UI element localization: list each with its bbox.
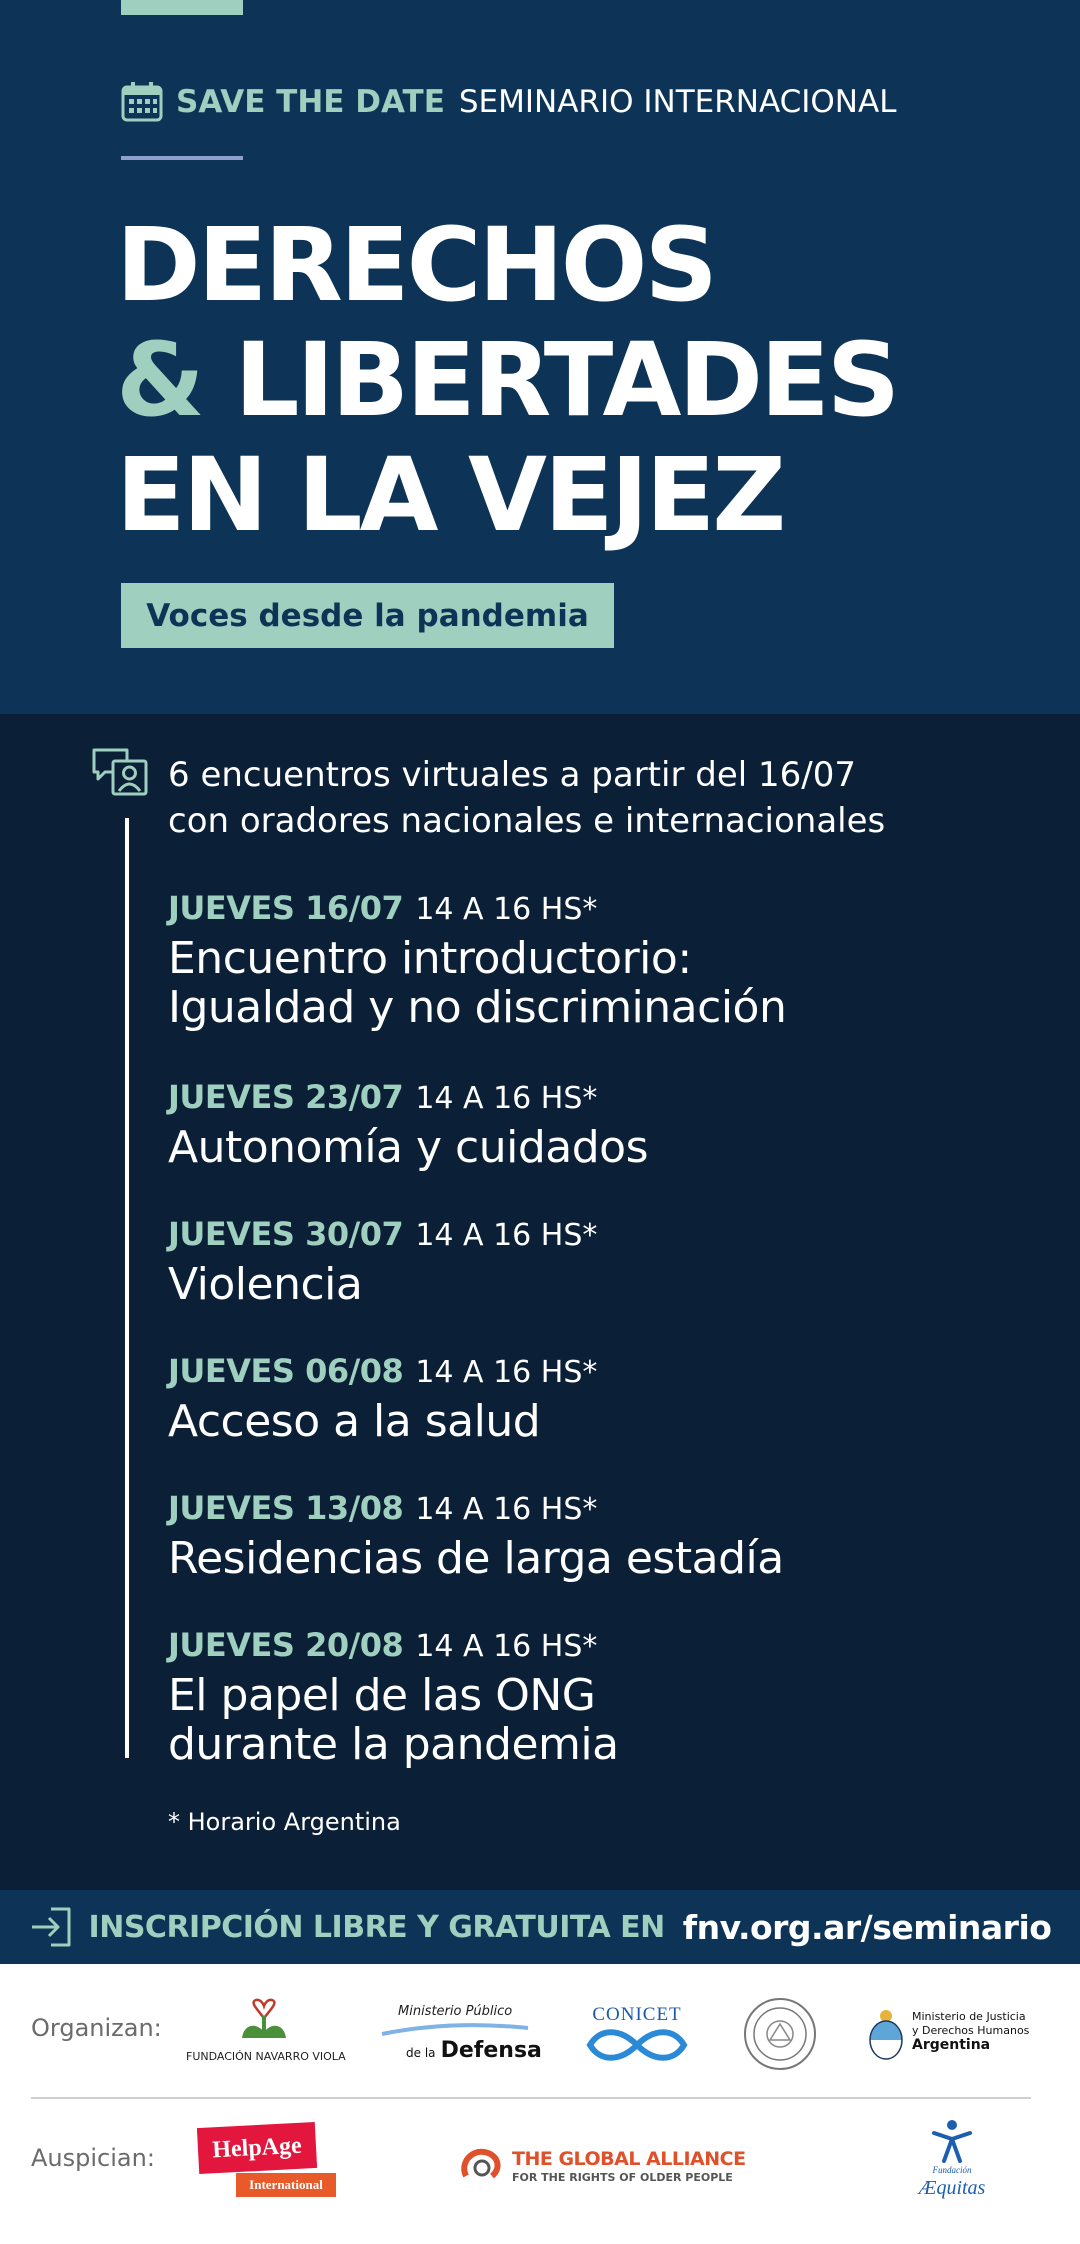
university-seal-icon bbox=[742, 1996, 818, 2072]
session-date: JUEVES 06/08 bbox=[168, 1352, 404, 1390]
helpage-main-text: HelpAge bbox=[197, 2122, 317, 2174]
conicet-infinity-icon bbox=[580, 2028, 694, 2062]
conicet-logo bbox=[580, 2004, 694, 2064]
defensa-small-text: de la bbox=[406, 2046, 436, 2060]
global-alliance-sub-text: FOR THE RIGHTS OF OLDER PEOPLE bbox=[512, 2171, 733, 2184]
registration-text: INSCRIPCIÓN LIBRE Y GRATUITA EN bbox=[88, 1909, 665, 1945]
session-item bbox=[168, 1351, 597, 1446]
page-title bbox=[116, 208, 897, 553]
timezone-footnote: * Horario Argentina bbox=[168, 1808, 401, 1836]
navarro-viola-logo bbox=[186, 1998, 346, 2066]
session-date: JUEVES 23/07 bbox=[168, 1078, 404, 1116]
session-topic: Residencias de larga estadía bbox=[168, 1533, 784, 1584]
save-the-date-label: SAVE THE DATE bbox=[176, 84, 445, 120]
session-header bbox=[168, 1625, 619, 1671]
title-line-2 bbox=[116, 323, 897, 438]
title-line-1: DERECHOS bbox=[116, 206, 715, 325]
session-item bbox=[168, 888, 786, 1032]
session-topic: Violencia bbox=[168, 1259, 363, 1310]
helpage-logo bbox=[198, 2125, 338, 2201]
defensa-big-text: Defensa bbox=[440, 2038, 542, 2063]
aequitas-figure-icon bbox=[930, 2119, 974, 2163]
session-header bbox=[168, 1351, 597, 1397]
session-item bbox=[168, 1077, 648, 1172]
session-time: 14 A 16 HS* bbox=[415, 1218, 598, 1253]
title-ampersand: & bbox=[116, 321, 202, 440]
global-alliance-swirl-icon bbox=[458, 2146, 506, 2186]
session-date: JUEVES 16/07 bbox=[168, 889, 404, 927]
session-header bbox=[168, 1488, 784, 1534]
session-item bbox=[168, 1625, 619, 1769]
logos-divider bbox=[31, 2097, 1031, 2099]
header-divider bbox=[121, 156, 243, 160]
session-time: 14 A 16 HS* bbox=[415, 1492, 598, 1527]
global-alliance-main-text: THE GLOBAL ALLIANCE bbox=[512, 2148, 746, 2170]
argentina-shield-icon bbox=[866, 2008, 906, 2060]
calendar-icon bbox=[121, 81, 163, 123]
intro-text bbox=[168, 752, 885, 844]
justicia-logo bbox=[866, 2004, 1030, 2066]
sign-in-icon bbox=[29, 1906, 73, 1948]
justicia-line-2: y Derechos Humanos bbox=[912, 2024, 1030, 2037]
registration-link[interactable]: fnv.org.ar/seminario bbox=[682, 1907, 1052, 1947]
title-line-3: EN LA VEJEZ bbox=[116, 436, 784, 555]
defensa-top-text: Ministerio Público bbox=[398, 2004, 513, 2019]
logos-section bbox=[0, 1964, 1080, 2244]
session-time: 14 A 16 HS* bbox=[415, 1355, 598, 1390]
aequitas-main-text: Æquitas bbox=[918, 2177, 986, 2199]
session-topic: Autonomía y cuidados bbox=[168, 1122, 648, 1173]
session-time: 14 A 16 HS* bbox=[415, 1629, 598, 1664]
session-topic: Acceso a la salud bbox=[168, 1396, 541, 1447]
aequitas-small-text: Fundación bbox=[932, 2165, 972, 2175]
timeline-line bbox=[125, 818, 129, 1758]
helpage-sub-text: International bbox=[236, 2173, 336, 2197]
session-time: 14 A 16 HS* bbox=[415, 892, 598, 927]
virtual-meeting-icon bbox=[91, 747, 149, 797]
session-date: JUEVES 20/08 bbox=[168, 1626, 404, 1664]
session-topic-line-2: durante la pandemia bbox=[168, 1719, 619, 1770]
justicia-line-1: Ministerio de Justicia bbox=[912, 2010, 1026, 2023]
registration-bar bbox=[0, 1890, 1080, 1964]
defensa-swoosh-icon bbox=[380, 2022, 530, 2038]
title-line-2-text: LIBERTADES bbox=[234, 321, 898, 440]
organizers-label: Organizan: bbox=[31, 2014, 162, 2042]
session-time: 14 A 16 HS* bbox=[415, 1081, 598, 1116]
session-topic: El papel de las ONG bbox=[168, 1670, 596, 1721]
session-header bbox=[168, 1077, 648, 1123]
session-topic-line-2: Igualdad y no discriminación bbox=[168, 982, 787, 1033]
defensa-logo bbox=[380, 2004, 542, 2066]
event-type-label: SEMINARIO INTERNACIONAL bbox=[458, 84, 897, 120]
session-header bbox=[168, 888, 786, 934]
justicia-text bbox=[912, 2010, 1029, 2052]
intro-line-2: con oradores nacionales e internacionales bbox=[168, 801, 886, 841]
navarro-viola-name: FUNDACIÓN NAVARRO VIOLA bbox=[186, 2050, 346, 2063]
sponsors-label: Auspician: bbox=[31, 2144, 155, 2172]
header-accent-bar bbox=[121, 0, 243, 15]
intro-line-1: 6 encuentros virtuales a partir del 16/07 bbox=[168, 755, 856, 795]
session-date: JUEVES 30/07 bbox=[168, 1215, 404, 1253]
session-item bbox=[168, 1488, 784, 1583]
session-date: JUEVES 13/08 bbox=[168, 1489, 404, 1527]
save-the-date-row bbox=[121, 76, 896, 128]
global-alliance-logo bbox=[458, 2144, 768, 2192]
session-topic: Encuentro introductorio: bbox=[168, 933, 692, 984]
session-item bbox=[168, 1214, 597, 1309]
justicia-line-3: Argentina bbox=[912, 2037, 991, 2053]
session-header bbox=[168, 1214, 597, 1260]
conicet-name: CONICET bbox=[592, 2004, 682, 2025]
defensa-bottom-text bbox=[406, 2038, 542, 2063]
subtitle-tag: Voces desde la pandemia bbox=[121, 583, 614, 648]
aequitas-logo bbox=[908, 2119, 996, 2205]
navarro-viola-emblem-icon bbox=[236, 1998, 292, 2042]
